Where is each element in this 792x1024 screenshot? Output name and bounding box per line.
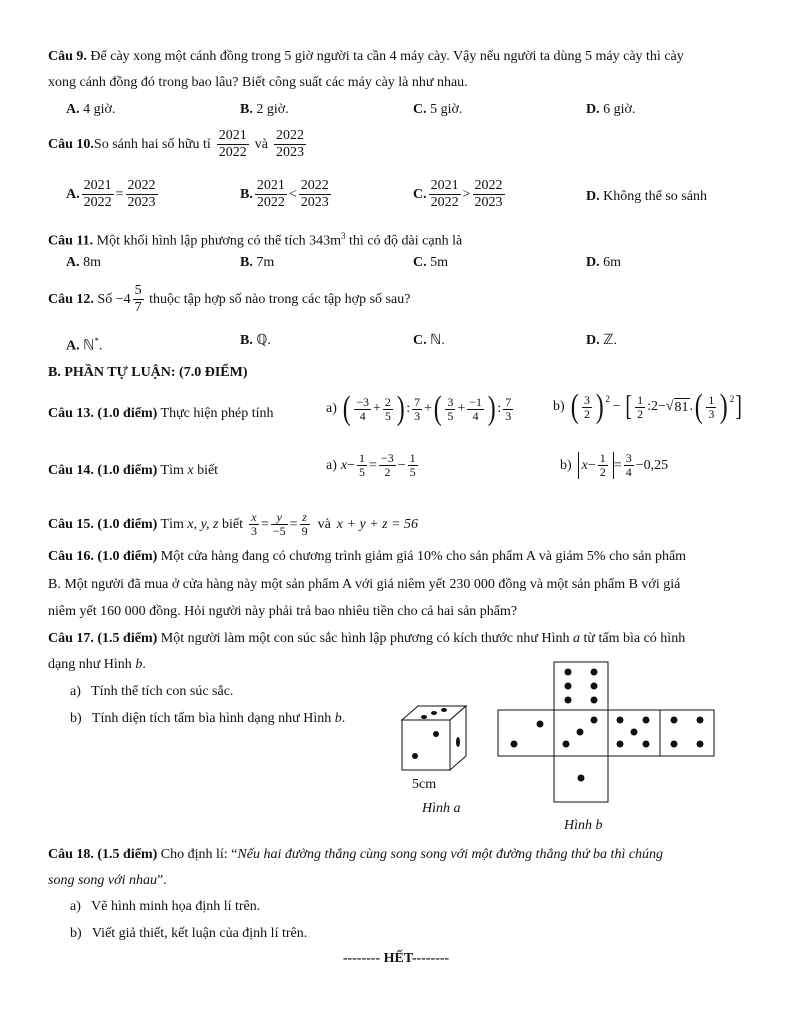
q15-label: Câu 15. (1.0 điểm) bbox=[48, 516, 158, 532]
q16-line3: niêm yết 160 000 đồng. Hỏi người này phải trả bao nhiêu tiền cho cả hai sản phẩm? bbox=[48, 604, 518, 619]
q12-line: Câu 12. Số −4 $\frac{5}{7}$ thuộc tập hợp số nào trong các tập hợp số sau? bbox=[48, 283, 411, 315]
q17-item-a: a) Tính thể tích con súc sắc. bbox=[70, 684, 234, 699]
q9-option-a-letter: A. bbox=[66, 102, 80, 117]
q17-item-b: b) Tính diện tích tấm bìa hình dạng như Hình b. bbox=[70, 711, 346, 726]
figure-a-cube bbox=[396, 702, 476, 812]
q17-line2: dạng như Hình b. bbox=[48, 657, 146, 672]
q11-option-b: B. 7m bbox=[240, 255, 275, 270]
q13-line bbox=[48, 405, 273, 423]
q17-label: Câu 17. (1.5 điểm) bbox=[48, 631, 158, 646]
q9-option-c-letter: C. bbox=[413, 102, 427, 117]
q12-option-d: D. ℤ. bbox=[586, 333, 618, 348]
end-marker: -------- HẾT-------- bbox=[342, 951, 450, 966]
q10-option-b: B. $\frac{2021}{2022}$ < $\frac{2022}{2023}$ bbox=[240, 178, 329, 210]
q9-option-d-text: 6 giờ. bbox=[599, 102, 636, 117]
q12-option-b: B. ℚ. bbox=[240, 333, 271, 348]
q12-option-c: C. ℕ. bbox=[413, 333, 445, 348]
q9-option-b-letter: B. bbox=[240, 102, 253, 117]
q9-option-d-letter: D. bbox=[586, 102, 600, 117]
q16-line1: Câu 16. (1.0 điểm) Một cửa hàng đang có chương trình giảm giá 10% cho sản phẩm A và giảm 5% cho sản phẩm bbox=[48, 549, 687, 564]
q18-line1: Câu 18. (1.5 điểm) Cho định lí: “Nếu hai đường thẳng cùng song song với một đường thẳng thứ ba thì chúng bbox=[48, 847, 664, 862]
q9-line1 bbox=[48, 48, 684, 66]
q17-line1: Câu 17. (1.5 điểm) Một người làm một con súc sắc hình lập phương có kích thước như Hình a từ tấm bìa có hình bbox=[48, 631, 686, 646]
q9-option-a bbox=[66, 101, 115, 119]
q15-sum: x + y + z = 56 bbox=[336, 516, 418, 532]
figure-b-caption: Hình b bbox=[564, 818, 603, 833]
q11-option-c: C. 5m bbox=[413, 255, 449, 270]
q9-option-c-text: 5 giờ. bbox=[426, 102, 463, 117]
q9-option-d bbox=[586, 101, 635, 119]
q14-expr-b: b) x − $\frac{1}{2}$ = $\frac{3}{4}$ −0,25 bbox=[560, 451, 669, 479]
q11-sup: 3 bbox=[341, 231, 346, 241]
q9-text1: Để cày xong một cánh đồng trong 5 giờ người ta cần 4 máy cày. Vậy nếu người ta dùng 5 máy cày thì cày bbox=[86, 49, 684, 64]
q12-label: Câu 12. bbox=[48, 291, 94, 307]
q12-option-a: A. ℕ*. bbox=[66, 336, 103, 354]
q13-text: Thực hiện phép tính bbox=[157, 406, 274, 421]
q11-label: Câu 11. bbox=[48, 233, 94, 249]
figure-b-net bbox=[496, 660, 718, 806]
q11-option-a: A. 8m bbox=[66, 255, 102, 270]
q11-option-d: D. 6m bbox=[586, 255, 622, 270]
q13-expr-a: a) ( $\frac{-3}{4}$ + $\frac{2}{5}$ ) : $\frac{7}{3}$ + ( $\frac{3}{5}$ + $\frac{-1}{4}$ ) : $\frac{7}{3}$ bbox=[326, 390, 512, 427]
q12-fraction: $\frac{5}{7}$ bbox=[134, 283, 142, 315]
q11-text1: Một khối hình lập phương có thể tích 343m bbox=[93, 233, 342, 249]
q16-line2: B. Một người đã mua ở cửa hàng này một sản phẩm A với giá niêm yết 230 000 đồng và một sản phẩm B với giá bbox=[48, 577, 681, 592]
q9-label: Câu 9. bbox=[48, 49, 87, 64]
q10-option-d: D. Không thể so sánh bbox=[586, 189, 707, 204]
part-b-heading: B. PHẦN TỰ LUẬN: (7.0 ĐIỂM) bbox=[48, 365, 248, 380]
q12-mixed-whole: −4 bbox=[115, 291, 131, 307]
q10-text: So sánh hai số hữu tỉ bbox=[93, 136, 211, 152]
q9-line2 bbox=[48, 74, 468, 92]
q15-line: Câu 15. (1.0 điểm) Tìm x, y, z biết $\frac{x}{3}$ = $\frac{y}{-5}$ = $\frac{z}{9}$ và x + y + z = 56 bbox=[48, 510, 418, 538]
q9-option-b bbox=[240, 101, 289, 119]
q10-fraction-1: $\frac{2021}{2022}$ bbox=[218, 128, 247, 160]
q9-option-b-text: 2 giờ. bbox=[252, 102, 289, 117]
q9-option-a-text: 4 giờ. bbox=[79, 102, 116, 117]
q18-line2: song song với nhau”. bbox=[48, 873, 167, 888]
q14-line: Câu 14. (1.0 điểm) Tìm x biết bbox=[48, 463, 219, 478]
figure-a-caption: Hình a bbox=[422, 801, 461, 816]
q10-line bbox=[48, 128, 308, 161]
q10-option-a: A. $\frac{2021}{2022}$ = $\frac{2022}{2023}$ bbox=[66, 178, 156, 210]
q14-expr-a: a) x − $\frac{1}{5}$ = $\frac{-3}{2}$ − $\frac{1}{5}$ bbox=[326, 451, 416, 479]
q10-label: Câu 10. bbox=[48, 136, 94, 152]
q10-and: và bbox=[254, 136, 268, 152]
q18-item-b: b) Viết giả thiết, kết luận của định lí trên. bbox=[70, 926, 308, 941]
q10-option-c: C. $\frac{2021}{2022}$ > $\frac{2022}{2023}$ bbox=[413, 178, 503, 210]
q18-label: Câu 18. (1.5 điểm) bbox=[48, 847, 158, 862]
q9-text2: xong cánh đồng đó trong bao lâu? Biết công suất các máy cày là như nhau. bbox=[48, 75, 468, 90]
q11-line bbox=[48, 227, 462, 251]
q16-label: Câu 16. (1.0 điểm) bbox=[48, 549, 158, 564]
q12-text: thuộc tập hợp số nào trong các tập hợp số sau? bbox=[145, 291, 411, 307]
q13-expr-b: b) ( $\frac{3}{2}$ ) 2 − [ $\frac{1}{2}$ :2−√ 81 . ( $\frac{1}{3}$ ) 2 ] bbox=[553, 388, 743, 425]
figure-a-dimension: 5cm bbox=[412, 777, 437, 792]
q10-fraction-2: $\frac{2022}{2023}$ bbox=[276, 128, 304, 160]
q13-label: Câu 13. (1.0 điểm) bbox=[48, 406, 158, 421]
q9-option-c bbox=[413, 101, 462, 119]
q11-text2: thì có độ dài cạnh là bbox=[345, 233, 463, 249]
q14-label: Câu 14. (1.0 điểm) bbox=[48, 463, 158, 478]
q18-item-a: a) Vẽ hình minh họa định lí trên. bbox=[70, 899, 261, 914]
